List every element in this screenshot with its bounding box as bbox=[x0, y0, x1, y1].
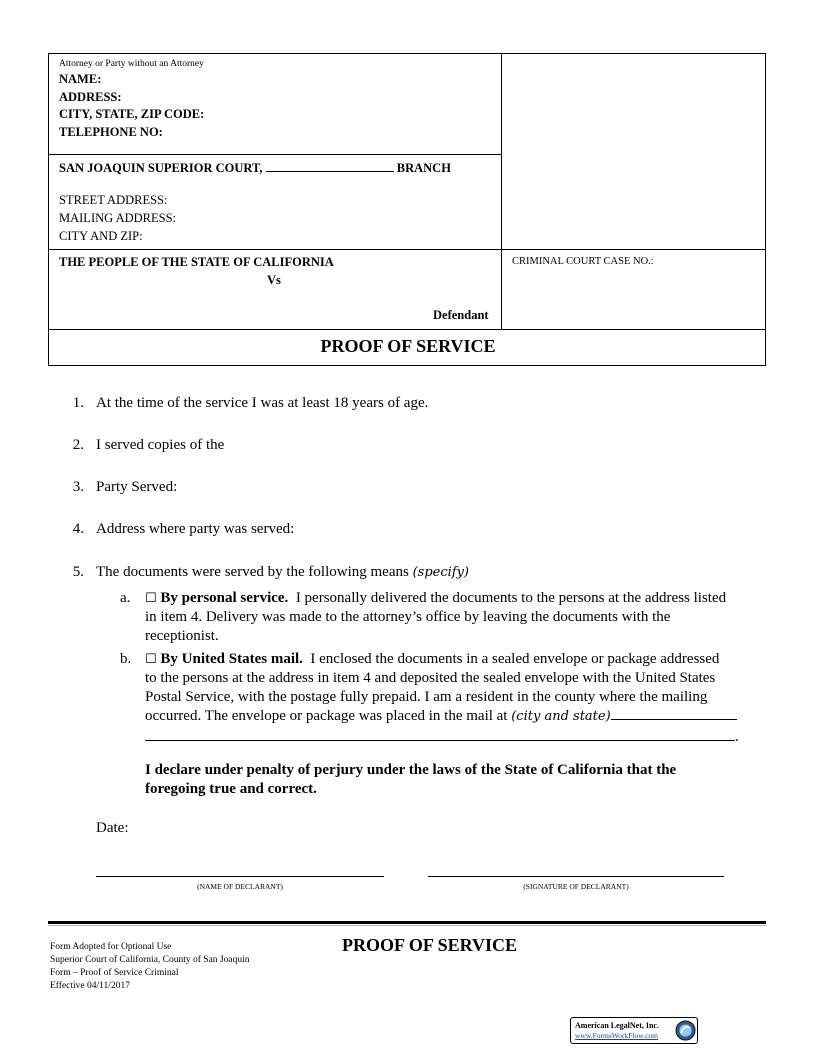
court-suffix: BRANCH bbox=[396, 161, 451, 175]
mail-service-checkbox[interactable]: ☐ bbox=[145, 652, 157, 667]
logo-url[interactable]: www.FormsWorkFlow.com bbox=[575, 1031, 659, 1040]
footer-line-2: Superior Court of California, County of San Joaquin bbox=[50, 955, 250, 965]
footer-title: PROOF OF SERVICE bbox=[342, 935, 518, 955]
title-box bbox=[48, 329, 766, 366]
item-1-text: At the time of the service I was at least 18 years of age. bbox=[96, 395, 429, 411]
street-address-label: STREET ADDRESS: bbox=[59, 193, 168, 207]
vs-label: Vs bbox=[267, 273, 281, 287]
court-name-line bbox=[59, 160, 451, 178]
attorney-box bbox=[48, 53, 502, 155]
sub-b-letter: b. bbox=[120, 651, 132, 667]
item-5-text bbox=[96, 563, 469, 582]
declaration-line-2: foregoing true and correct. bbox=[145, 781, 317, 797]
court-use-box bbox=[501, 53, 766, 250]
mail-service-text-3: Postal Service, with the postage fully prepaid. I am a resident in the county where the mailing bbox=[145, 689, 708, 705]
item-3-text: Party Served: bbox=[96, 479, 178, 495]
declaration-line-1: I declare under penalty of perjury under the laws of the State of California that the bbox=[145, 762, 677, 778]
parties-box bbox=[48, 249, 502, 330]
city-state-italic: (city and state) bbox=[511, 709, 611, 724]
americanlegalnet-logo bbox=[570, 1017, 698, 1044]
personal-service-heading: By personal service. bbox=[160, 590, 289, 606]
item-5-specify: (specify) bbox=[412, 565, 470, 580]
logo-company: American LegalNet, Inc. bbox=[575, 1021, 659, 1030]
city-state-blank[interactable] bbox=[611, 719, 737, 720]
footer-line-1: Form Adopted for Optional Use bbox=[50, 942, 172, 952]
city-zip-label: CITY AND ZIP: bbox=[59, 229, 143, 243]
personal-service-text-2: in item 4. Delivery was made to the attorney’s office by leaving the documents with the bbox=[145, 609, 671, 625]
item-4-number: 4. bbox=[72, 521, 84, 537]
declaration bbox=[145, 761, 676, 799]
name-label: NAME: bbox=[59, 72, 102, 86]
sub-b-line-1 bbox=[145, 650, 719, 669]
date-label: Date: bbox=[96, 820, 129, 836]
footer-rule-shadow bbox=[48, 925, 766, 926]
footer-line-3: Form – Proof of Service Criminal bbox=[50, 968, 179, 978]
item-3-number: 3. bbox=[72, 479, 84, 495]
court-box bbox=[48, 154, 502, 250]
case-number-box bbox=[501, 249, 766, 330]
mailing-address-label: MAILING ADDRESS: bbox=[59, 211, 177, 225]
defendant-label: Defendant bbox=[433, 308, 489, 322]
personal-service-text-3: receptionist. bbox=[145, 628, 219, 644]
sub-a-line-1 bbox=[145, 589, 726, 608]
mail-service-heading: By United States mail. bbox=[160, 651, 303, 667]
sub-a-letter: a. bbox=[120, 590, 131, 606]
footer-rule bbox=[48, 921, 766, 924]
court-prefix: SAN JOAQUIN SUPERIOR COURT, bbox=[59, 161, 263, 175]
attorney-caption: Attorney or Party without an Attorney bbox=[59, 59, 204, 69]
mail-location-line bbox=[145, 726, 739, 747]
mail-service-text-4 bbox=[145, 707, 737, 726]
item-4-text: Address where party was served: bbox=[96, 521, 295, 537]
item-1-number: 1. bbox=[72, 395, 84, 411]
declarant-name-line[interactable] bbox=[96, 876, 384, 877]
address-label: ADDRESS: bbox=[59, 90, 122, 104]
item-5-main-text: The documents were served by the following means bbox=[96, 564, 409, 580]
item-2-text: I served copies of the bbox=[96, 437, 225, 453]
mail-service-text-1: I enclosed the documents in a sealed envelope or package addressed bbox=[310, 651, 720, 667]
declarant-signature-caption: (SIGNATURE OF DECLARANT) bbox=[523, 882, 629, 891]
mail-location-period: . bbox=[735, 729, 739, 745]
form-title: PROOF OF SERVICE bbox=[320, 336, 496, 356]
declarant-name-caption: (NAME OF DECLARANT) bbox=[197, 882, 283, 891]
telephone-label: TELEPHONE NO: bbox=[59, 125, 163, 139]
globe-icon bbox=[675, 1020, 696, 1041]
footer-info bbox=[50, 941, 249, 993]
mail-service-text-4-main: occurred. The envelope or package was placed in the mail at bbox=[145, 708, 508, 724]
footer-line-4: Effective 04/11/2017 bbox=[50, 981, 130, 991]
caption-table bbox=[48, 53, 766, 366]
case-number-label: CRIMINAL COURT CASE NO.: bbox=[512, 256, 654, 267]
item-5-number: 5. bbox=[72, 564, 84, 580]
branch-blank[interactable] bbox=[266, 171, 394, 172]
personal-service-checkbox[interactable]: ☐ bbox=[145, 591, 157, 606]
item-2-number: 2. bbox=[72, 437, 84, 453]
declarant-signature-line[interactable] bbox=[428, 876, 724, 877]
city-state-zip-label: CITY, STATE, ZIP CODE: bbox=[59, 107, 205, 121]
people-label: THE PEOPLE OF THE STATE OF CALIFORNIA bbox=[59, 255, 334, 269]
mail-service-text-2: to the persons at the address in item 4 and deposited the sealed envelope with the United States bbox=[145, 670, 716, 686]
personal-service-text-1: I personally delivered the documents to the persons at the address listed bbox=[295, 590, 727, 606]
mail-location-blank[interactable] bbox=[145, 726, 735, 741]
